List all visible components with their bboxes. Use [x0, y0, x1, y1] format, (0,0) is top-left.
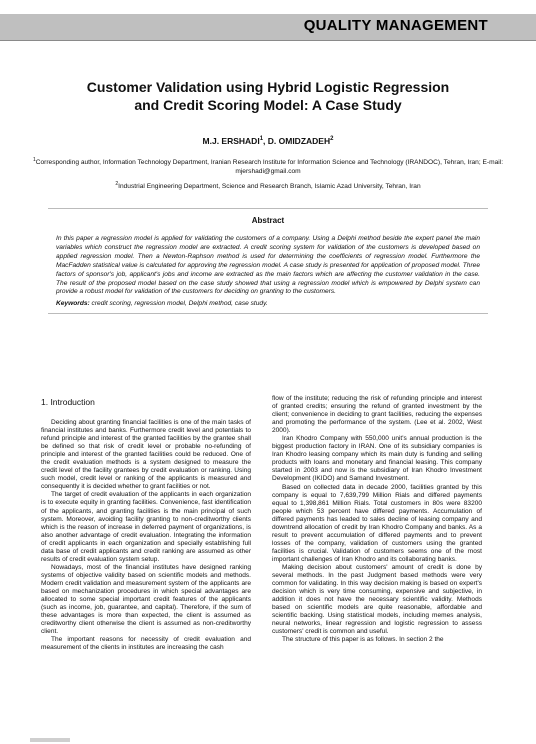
- affiliation-1-sup: 1: [32, 157, 36, 163]
- section-label: QUALITY MANAGEMENT: [303, 17, 488, 34]
- affiliation-2: [30, 180, 506, 191]
- author-1-sup: 1: [259, 136, 264, 143]
- paragraph: flow of the institute; reducing the risk of refunding principle and interest of granted credits; ensuring the refund of granted investment by the client; convenience in deciding to grant facilities, reducing the expenses and promoting the performance of the system. (Lee et al. 2002, West 2000).: [272, 395, 482, 435]
- affiliation-2-text: Industrial Engineering Department, Science and Research Branch, Islamic Azad University, Tehran, Iran: [118, 183, 421, 191]
- paragraph: Nowadays, most of the financial institutes have designed ranking systems of objective validity based on scientific models and methods. Modern credit validation and measurement system of the applicants are based on mechanization procedures in which special advantages are allocated to some special important credit features of the applicants (such as income, job, guarantee, and capital). Therefore, if the sum of these advantages is more than expected, the client is assumed as creditworthy client otherwise the client is assumed as non-creditworthy client.: [41, 563, 251, 636]
- paragraph: The important reasons for necessity of credit evaluation and measurement of the clients in institutes are increasing the cash: [41, 636, 251, 652]
- section-heading-introduction: 1. Introduction: [41, 397, 95, 407]
- paragraph: The structure of this paper is as follows. In section 2 the: [282, 636, 444, 644]
- paper-title: [30, 78, 506, 114]
- author-1: M.J. ERSHADI: [202, 136, 260, 146]
- paragraph: Deciding about granting financial facilities is one of the main tasks of financial institutes and banks. Furthermore credit level and potentials to refund principle and interest of the granted facilities by the grantee shall be defined so that risk of credit level or probable no-refunding of principle and interest of the granted facilities could be reduced. One of the credit evaluation methods is a system designed to measure the credit level of the facility grantees by credit evaluation or ranking. Using such model, credit level or ranking of the applicants is measured and consequently it is decided whether to grant facilities or not.: [41, 419, 251, 491]
- abstract-text: In this paper a regression model is applied for validating the customers of a company. Using a Delphi method beside the expert panel the main variables which construct the regression model are extracted. A credit scoring system for validation of the customers is developed based on applied regression model. Then a Newton-Raphson method is used for determining the coefficients of regression model. Furthermore the MacFadden statistical value is calculated for approving the regression model. A case study is presented for application of proposed model. Three factors of sponsor's job, applicant's jobs and income are extracted as the main factors which are affecting the customer validation in the case. The result of the proposed model based on the case study showed that using a regression model which is empowered by Delphi system can provide a robust model for validation of the customers for deciding on granting to the customers.: [56, 235, 480, 296]
- author-line: [0, 136, 536, 146]
- left-column: [41, 419, 251, 652]
- right-column: [272, 395, 482, 644]
- paragraph: Iran Khodro Company with 550,000 unit's annual production is the biggest production factory in IRAN. One of its subsidiary companies is Iran Khodro leasing company which its main duty is funding and selling products with loans and monetary and financial leasing. This company started in 2003 and now is the subsidiary of Iran Khodro Investment Development (IKIDO) and Samand Investment.: [272, 435, 482, 483]
- paragraph: Making decision about customers' amount of credit is done by several methods. In the past Judgment based methods were very common for validating. In this way decision making is based on expert's decision which is very time consuming, expensive and subjective, in addition it does not have the necessary scientific validity. Methods based on scientific models are quite reasonable, affordable and scientific backing. Using statistical models, including memes analysis, neural networks, linear regression and logistic regression to assess customers' credit is common and useful.: [272, 563, 482, 636]
- affiliation-1: [30, 156, 506, 176]
- author-separator: ,: [263, 136, 268, 146]
- journal-section-header: [0, 14, 536, 41]
- footer-mark: [30, 738, 70, 742]
- affiliation-2-sup: 2: [115, 181, 119, 187]
- keywords: [56, 300, 480, 307]
- paragraph: The target of credit evaluation of the applicants in each organization is to execute equity in granting facilities. Convenience, fast identification of the applicants, and granting facilities is the main principal of such system. Moreover, avoiding facility granting to non-creditworthy clients which is the reason of increase in deferred payment of organizations, is also another advantage of credit evaluation. Integrating the information of credit applicants in each organization and specially establishing full data base of credit applicants and credit ranking are assumed as other results of credit evaluation system setup.: [41, 491, 251, 563]
- title-line-2: and Credit Scoring Model: A Case Study: [134, 97, 402, 113]
- abstract-heading: Abstract: [251, 216, 285, 225]
- title-line-1: Customer Validation using Hybrid Logistic Regression: [86, 79, 450, 95]
- affiliation-1-text: Corresponding author, Information Technology Department, Iranian Research Institute for Information Science and Technology (IRANDOC), Tehran, Iran; E-mail: mjershadi@gmail.com: [35, 159, 504, 176]
- paragraph: Based on collected data in decade 2000, facilities granted by this company is equal to 7,639,799 Million Rials and differed payments equal to 1,398,861 Million Rials. Total customers in 80s were 83200 people which 53 percent have differed payments. Accumulation of differed payments has leaded to sales decline of leasing company and downtrend allocation of credit by Iran Khodro Company and banks. As a result to prevent accumulation of differed payments and to prevent losses of the company, validation of customers using the granted facilities is crucial. Validation of customers seems one of the most important challenges of Iran Khodro and its collaborating banks.: [272, 483, 482, 563]
- keywords-text: credit scoring, regression model, Delphi method, case study.: [89, 300, 268, 307]
- keywords-label: Keywords:: [56, 300, 90, 307]
- author-2: D. OMIDZADEH: [267, 136, 331, 146]
- author-2-sup: 2: [330, 136, 334, 143]
